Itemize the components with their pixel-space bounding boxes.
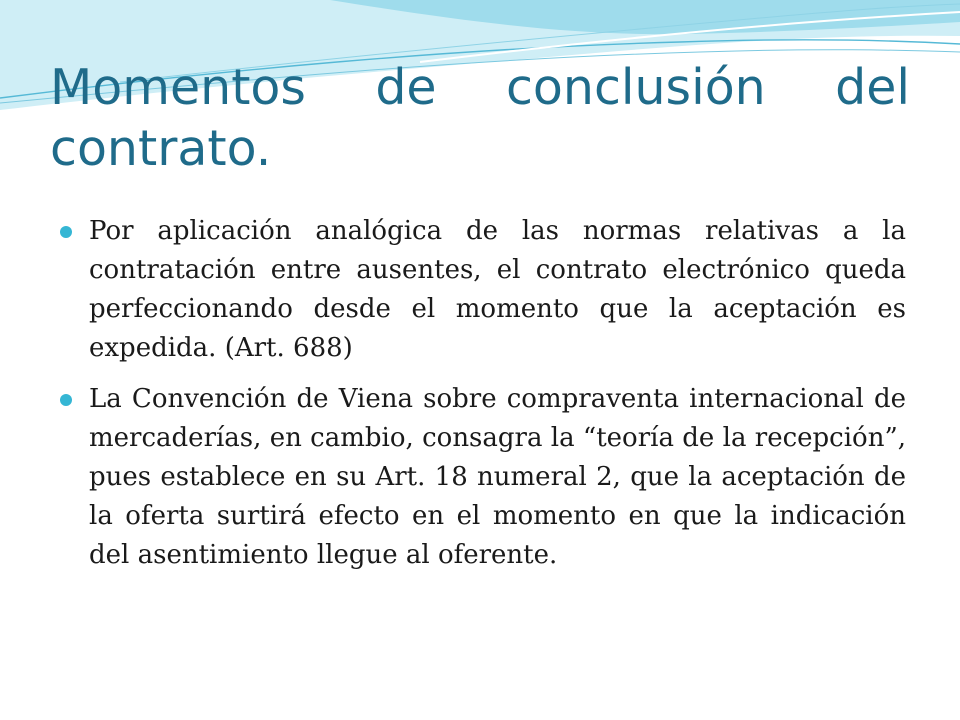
bullet-item bbox=[60, 212, 906, 368]
bullet-item bbox=[60, 380, 906, 575]
bullet-text: La Convención de Viena sobre compraventa internacional de mercaderías, en cambio, consagra la “teoría de la recepción”, pues establece en su Art. 18 numeral 2, que la aceptación de la oferta surtirá efecto en el momento en que la indicación del asentimiento llegue al oferente. bbox=[89, 384, 906, 570]
bullet-dot-icon bbox=[60, 394, 72, 406]
bullet-text: Por aplicación analógica de las normas relativas a la contratación entre ausentes, el contrato electrónico queda perfeccionando desde el momento que la aceptación es expedida. (Art. 688) bbox=[89, 216, 906, 363]
bullet-dot-icon bbox=[60, 226, 72, 238]
bullet-list bbox=[60, 212, 906, 587]
slide-title: Momentos de conclusión del contrato. bbox=[50, 59, 910, 177]
